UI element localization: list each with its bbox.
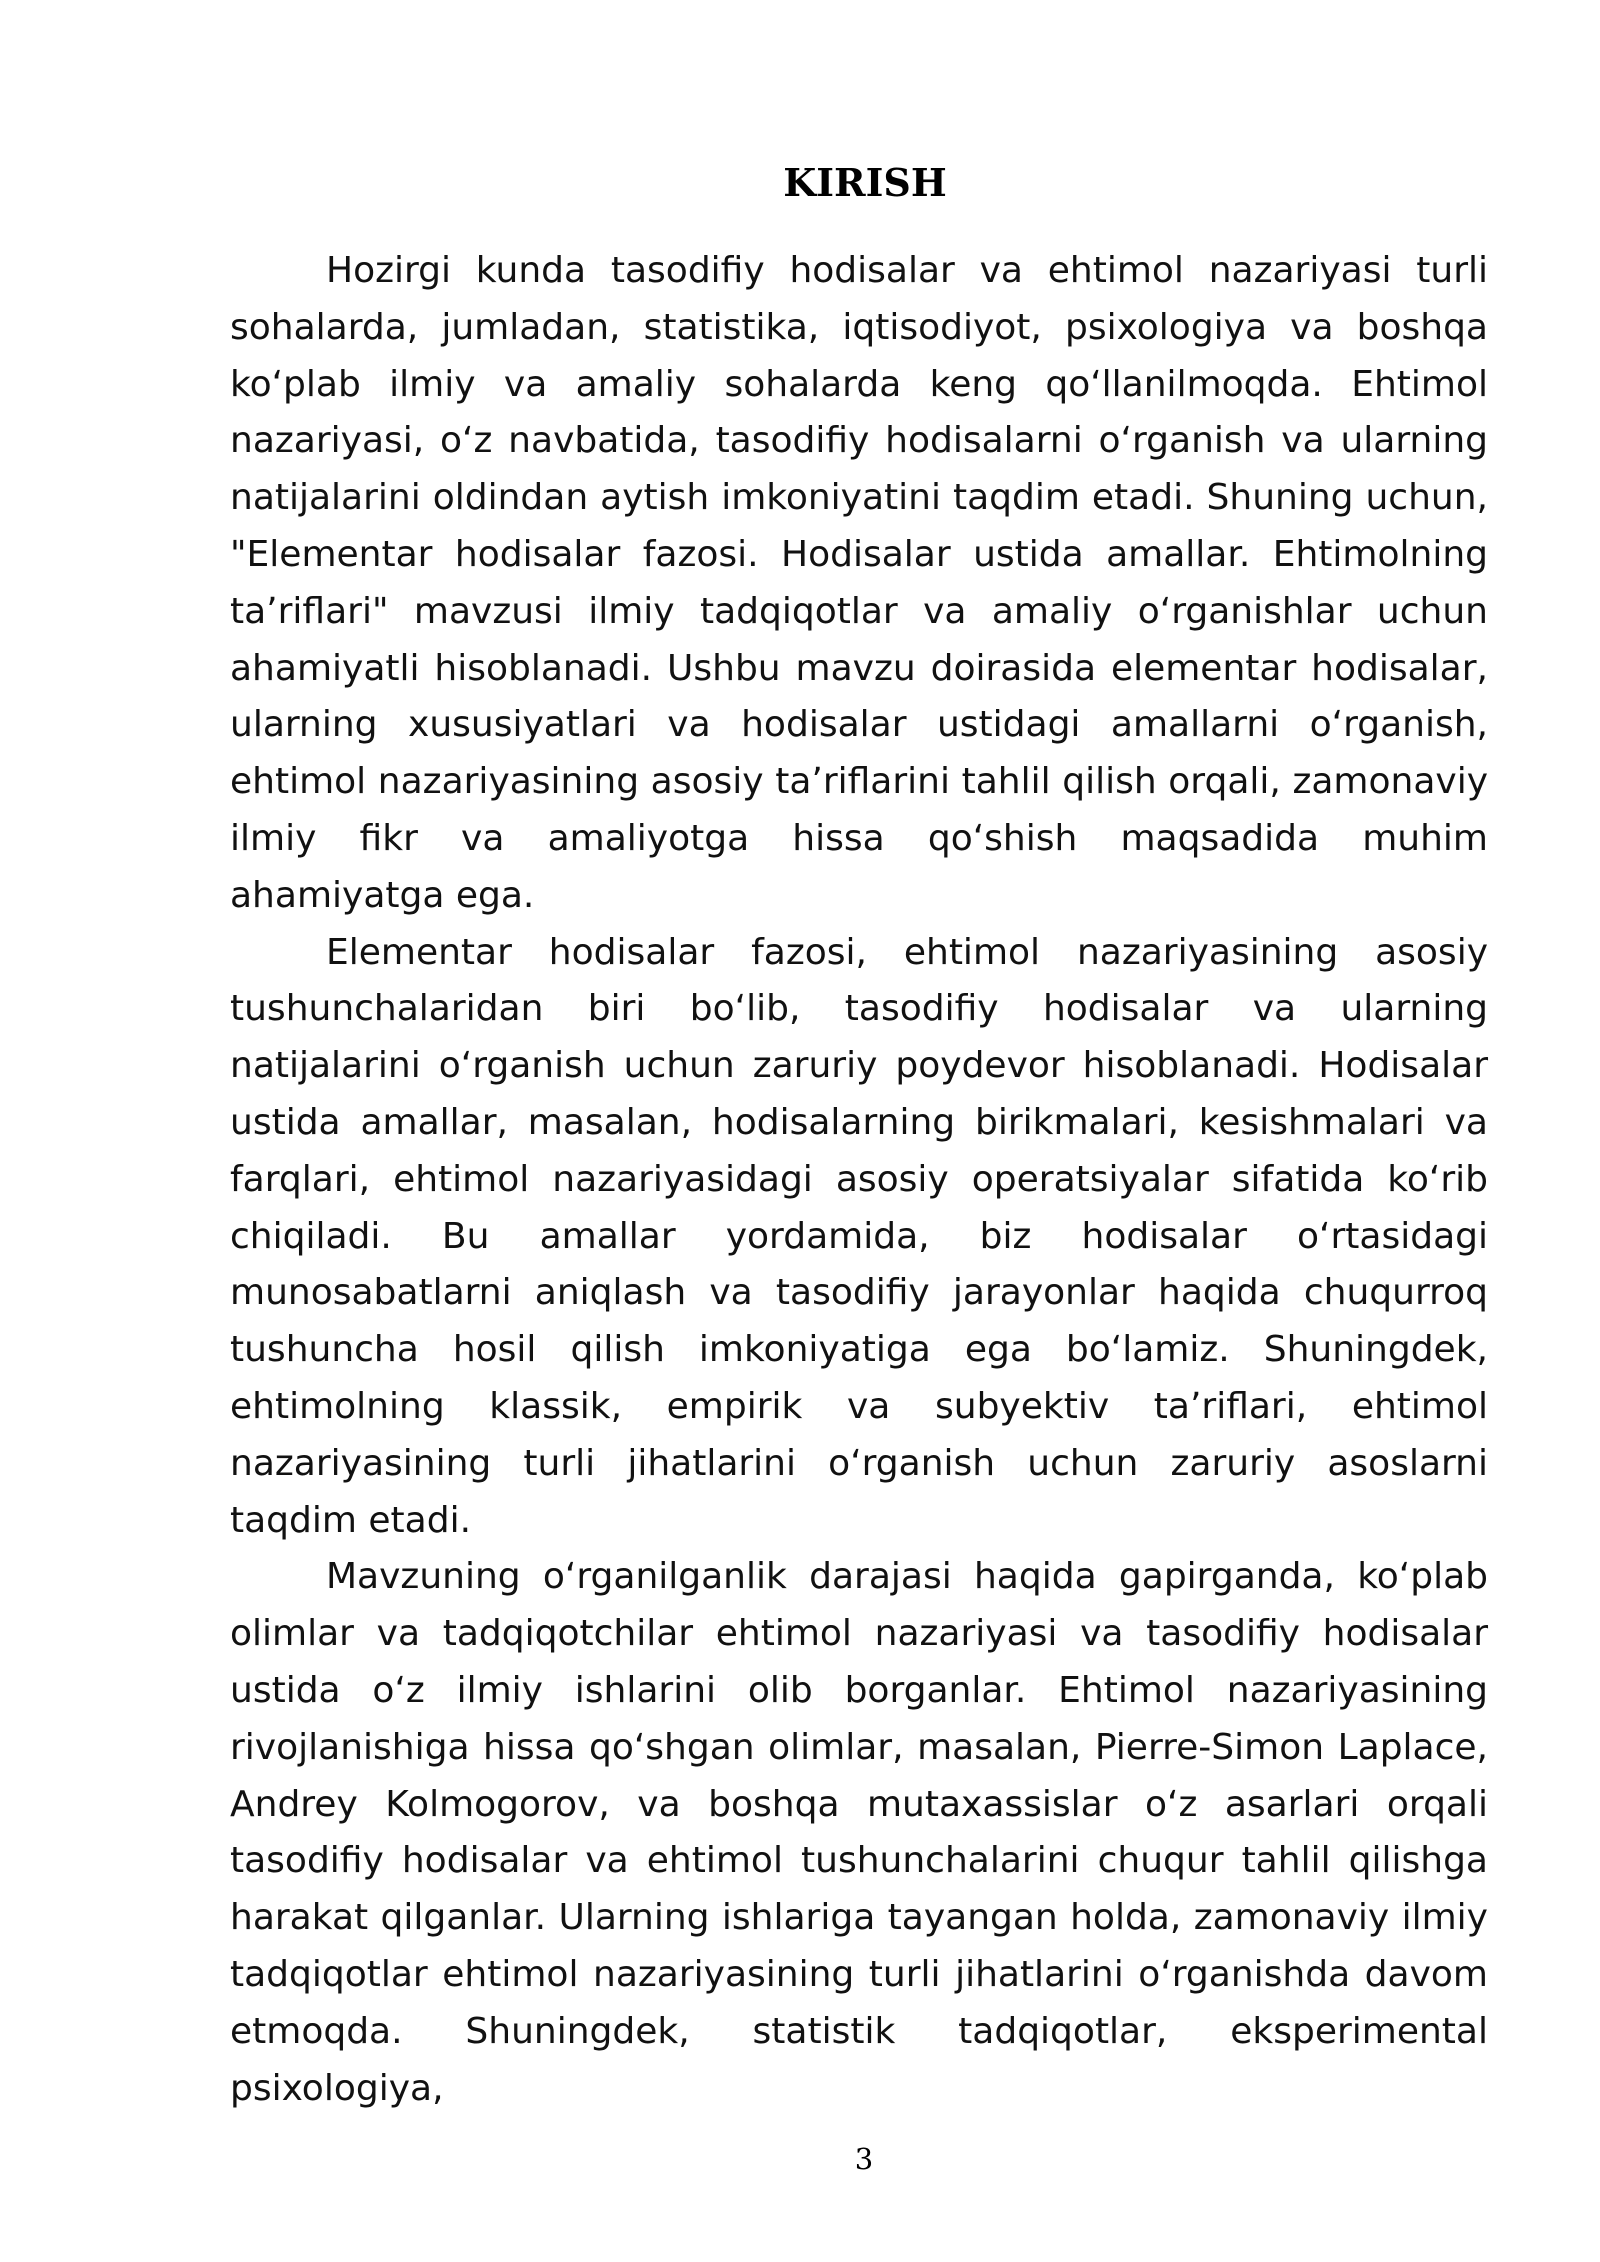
paragraph-2: Elementar hodisalar fazosi, ehtimol nazariyasining asosiy tushunchalaridan biri boʻlib, tasodifiy hodisalar va ularning natijalarini oʻrganish uchun zaruriy poydevor hisoblanadi. Hodisalar ustida amallar, masalan, hodisalarning birikmalari, kesishmalari va farqlari, ehtimol nazariyasidagi asosiy operatsiyalar sifatida koʻrib chiqiladi. Bu amallar yordamida, biz hodisalar oʻrtasidagi munosabatlarni aniqlash va tasodifiy jarayonlar haqida chuqurroq tushuncha hosil qilish imkoniyatiga ega boʻlamiz. Shuningdek, ehtimolning klassik, empirik va subyektiv taʼriflari, ehtimol nazariyasining turli jihatlarini oʻrganish uchun zaruriy asoslarni taqdim etadi. [230, 931, 1488, 1541]
page-number: 3 [854, 2142, 874, 2176]
paragraph-1: Hozirgi kunda tasodifiy hodisalar va ehtimol nazariyasi turli sohalarda, jumladan, statistika, iqtisodiyot, psixologiya va boshqa koʻplab ilmiy va amaliy sohalarda keng qoʻllanilmoqda. Ehtimol nazariyasi, oʻz navbatida, tasodifiy hodisalarni oʻrganish va ularning natijalarini oldindan aytish imkoniyatini taqdim etadi. Shuning uchun, "Elementar hodisalar fazosi. Hodisalar ustida amallar. Ehtimolning taʼriflari" mavzusi ilmiy tadqiqotlar va amaliy oʻrganishlar uchun ahamiyatli hisoblanadi. Ushbu mavzu doirasida elementar hodisalar, ularning xususiyatlari va hodisalar ustidagi amallarni oʻrganish, ehtimol nazariyasining asosiy taʼriflarini tahlil qilish orqali, zamonaviy ilmiy fikr va amaliyotga hissa qoʻshish maqsadida muhim ahamiyatga ega. [230, 250, 1488, 916]
body-text [230, 243, 1488, 2117]
paragraph-3: Mavzuning oʻrganilganlik darajasi haqida gapirganda, koʻplab olimlar va tadqiqotchilar ehtimol nazariyasi va tasodifiy hodisalar ustida oʻz ilmiy ishlarini olib borganlar. Ehtimol nazariyasining rivojlanishiga hissa qoʻshgan olimlar, masalan, Pierre-Simon Laplace, Andrey Kolmogorov, va boshqa mutaxassislar oʻz asarlari orqali tasodifiy hodisalar va ehtimol tushunchalarini chuqur tahlil qilishga harakat qilganlar. Ularning ishlariga tayangan holda, zamonaviy ilmiy tadqiqotlar ehtimol nazariyasining turli jihatlarini oʻrganishda davom etmoqda. Shuningdek, statistik tadqiqotlar, eksperimental psixologiya, [230, 1556, 1488, 2109]
section-title: KIRISH [783, 160, 947, 205]
